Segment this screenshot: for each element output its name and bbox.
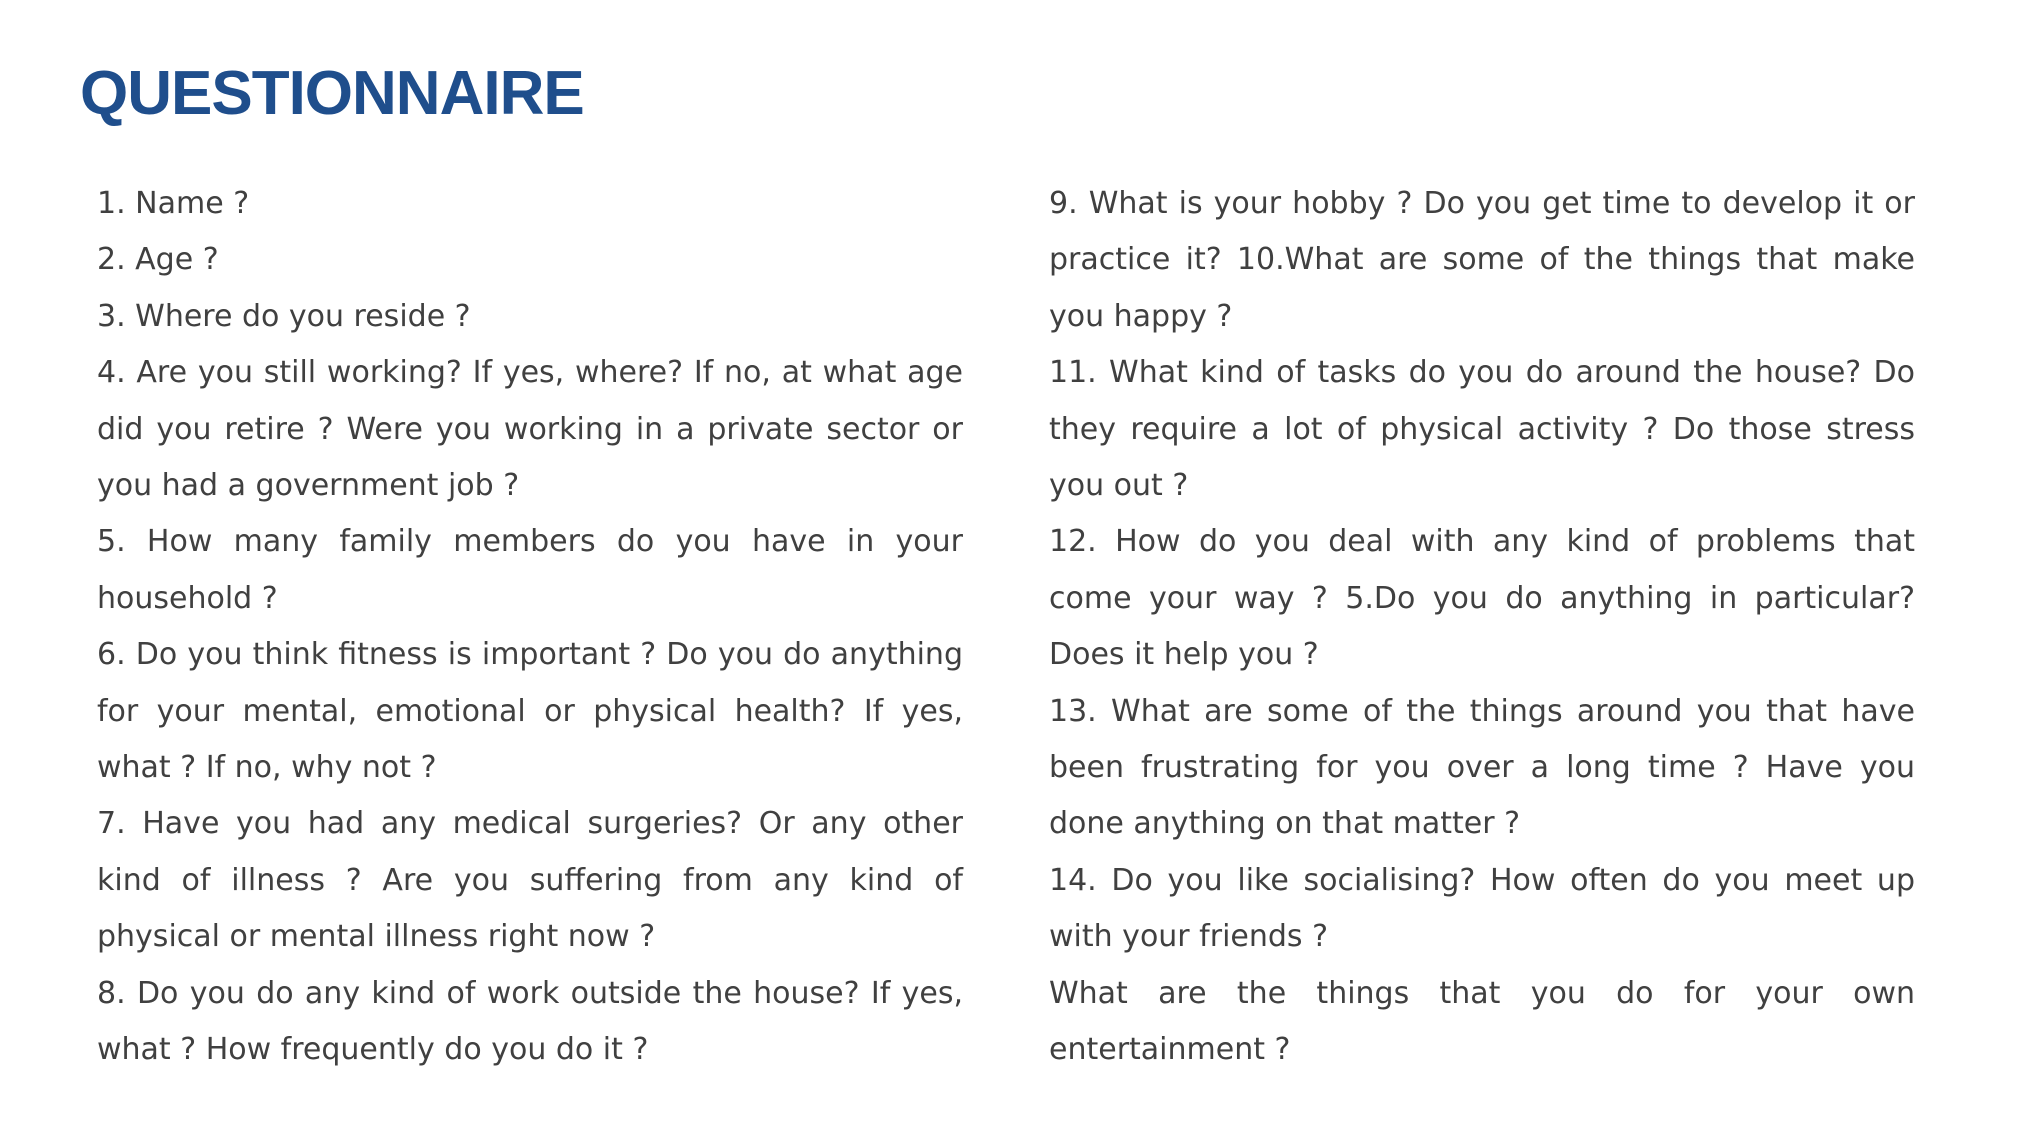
question-4: 4. Are you still working? If yes, where? If no, at what age did you retire ? Were you working in a private sector or you had a government job ?: [97, 355, 963, 504]
page-title: QUESTIONNAIRE: [80, 59, 584, 128]
question-11: 11. What kind of tasks do you do around the house? Do they require a lot of physical activity ? Do those stress you out ?: [1049, 355, 1915, 504]
question-3: 3. Where do you reside ?: [97, 298, 471, 334]
question-13: 13. What are some of the things around you that have been frustrating for you over a long time ? Have you done anything on that matter ?: [1049, 693, 1915, 842]
questions-right-column: [1049, 176, 1915, 1079]
question-1: 1. Name ?: [97, 186, 250, 221]
question-2: 2. Age ?: [97, 242, 219, 278]
question-5: 5. How many family members do you have in your household ?: [97, 524, 963, 616]
questions-left-column: [97, 176, 963, 1079]
question-14: 14. Do you like socialising? How often do you meet up with your friends ?: [1049, 862, 1915, 955]
question-12: 12. How do you deal with any kind of problems that come your way ? 5.Do you do anything in particular? Does it help you ?: [1049, 524, 1915, 673]
question-9-10: 9. What is your hobby ? Do you get time to develop it or practice it? 10.What are some of the things that make you happy ?: [1049, 186, 1915, 334]
question-7: 7. Have you had any medical surgeries? Or any other kind of illness ? Are you suffering from any kind of physical or mental illness right now ?: [97, 806, 963, 955]
question-8: 8. Do you do any kind of work outside the house? If yes, what ? How frequently do you do it ?: [97, 975, 963, 1068]
question-entertainment: What are the things that you do for your own entertainment ?: [1049, 975, 1915, 1068]
question-6: 6. Do you think fitness is important ? Do you do anything for your mental, emotional or physical health? If yes, what ? If no, why not ?: [97, 637, 963, 786]
